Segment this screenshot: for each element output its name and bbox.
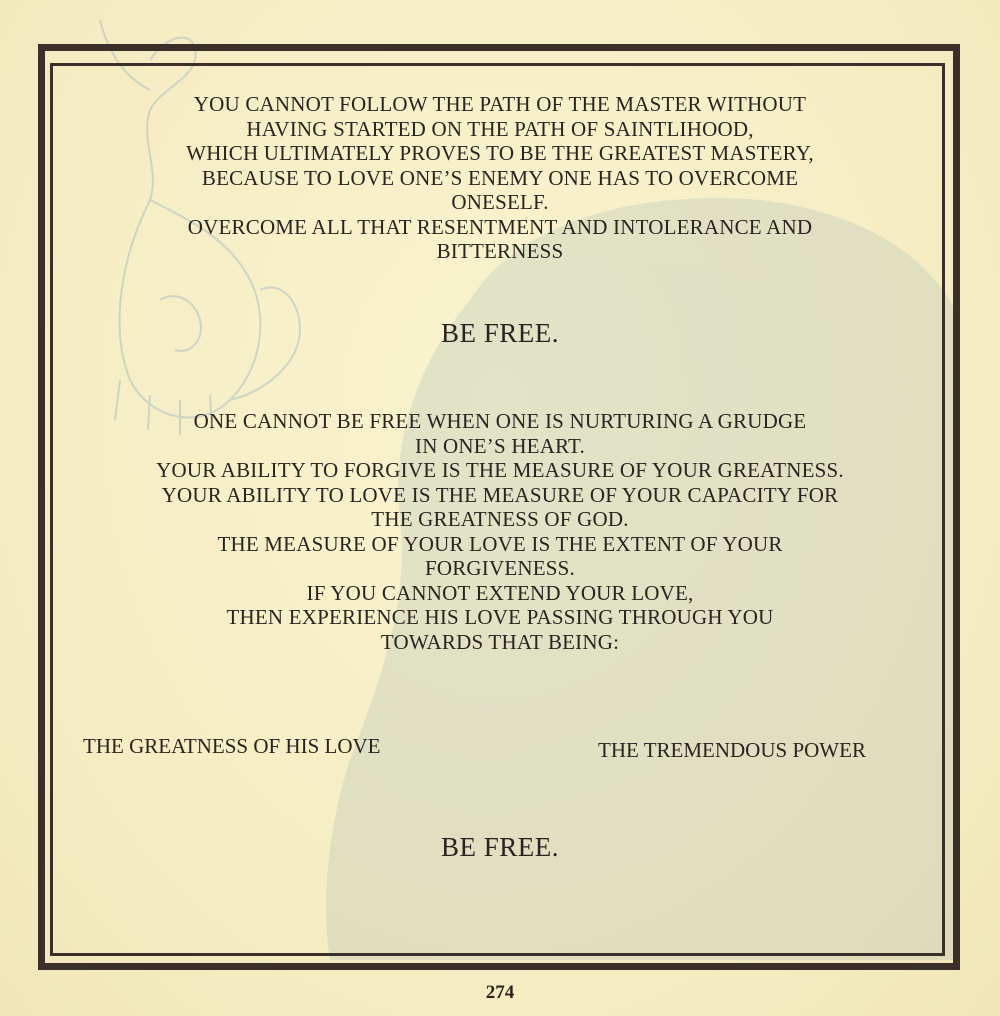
passage-2-line: YOUR ABILITY TO FORGIVE IS THE MEASURE OF YOUR GREATNESS. [156,458,844,482]
passage-1-line: BITTERNESS [436,239,564,263]
page-number: 274 [485,982,515,1003]
passage-1-line: HAVING STARTED ON THE PATH OF SAINTLIHOOD, [246,116,754,141]
passage-1-line: OVERCOME ALL THAT RESENTMENT AND INTOLERANCE AND [187,214,813,239]
phrase-greatness-of-his-love: THE GREATNESS OF HIS LOVE [83,734,381,758]
passage-2-line: IF YOU CANNOT EXTEND YOUR LOVE, [306,580,694,605]
passage-2-line: YOUR ABILITY TO LOVE IS THE MEASURE OF YOUR CAPACITY FOR [161,482,839,507]
passage-1-line: ONESELF. [451,190,549,214]
heading-be-free-2: BE FREE. [440,832,559,862]
passage-2 [60,409,940,654]
passage-2-line: THE MEASURE OF YOUR LOVE IS THE EXTENT OF YOUR [217,531,783,556]
passage-2-line: IN ONE’S HEART. [415,433,585,458]
passage-1-line: WHICH ULTIMATELY PROVES TO BE THE GREATEST MASTERY, [186,141,814,165]
passage-2-line: TOWARDS THAT BEING: [380,629,620,654]
passage-1-line: BECAUSE TO LOVE ONE’S ENEMY ONE HAS TO OVERCOME [201,165,799,190]
passage-1-line: YOU CANNOT FOLLOW THE PATH OF THE MASTER WITHOUT [193,92,807,116]
passage-2-line: THEN EXPERIENCE HIS LOVE PASSING THROUGH YOU [226,605,774,629]
passage-2-line: THE GREATNESS OF GOD. [371,507,629,531]
passage-2-line: FORGIVENESS. [424,556,575,580]
heading-be-free-1: BE FREE. [440,318,559,348]
passage-1 [60,92,940,264]
phrase-tremendous-power: THE TREMENDOUS POWER [598,738,866,762]
passage-2-line: ONE CANNOT BE FREE WHEN ONE IS NURTURING A GRUDGE [193,409,807,433]
